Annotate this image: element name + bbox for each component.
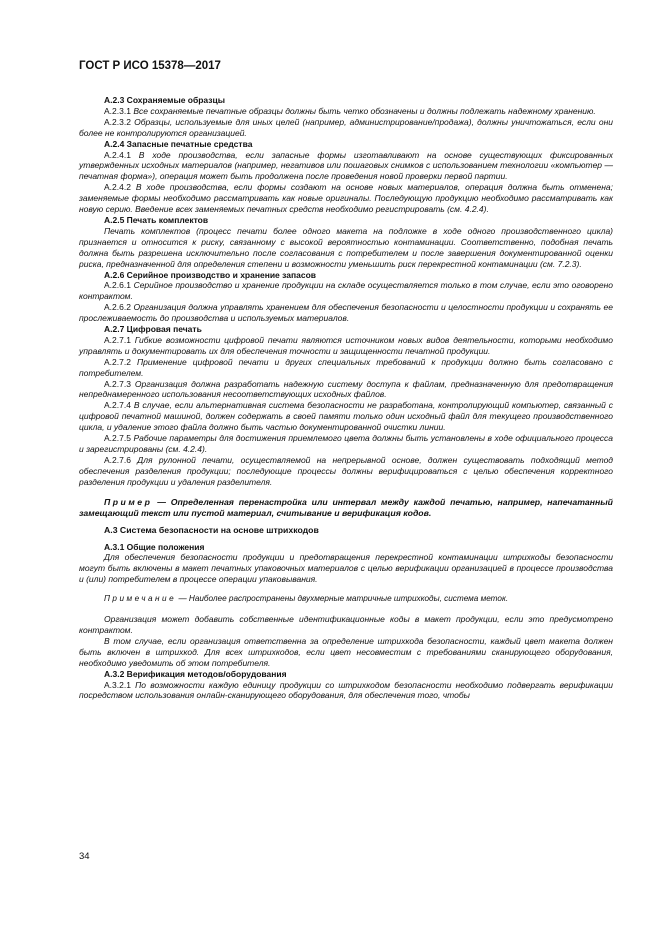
clause-text: Рабочие параметры для достижения приемлемого цвета должны быть установлены в ходе официального процесса и зарегистрированы (см. 4.2.4).	[79, 433, 613, 454]
note-text: — Наиболее распространены двухмерные матричные штрихкоды, система меток.	[178, 594, 509, 604]
clause-text: В ходе производства, если формы создают на основе новых материалов, операция должна быть отменена; заменяемые формы необходимо рассматривать как новые оригиналы. Последующую продукцию необходимо рассматривать как новую серию. Введение всех заменяемых печатных средств необходимо регистрировать (см. 4.2.4).	[79, 182, 613, 215]
example-label: Пример	[104, 496, 153, 507]
paragraph-a25: Печать комплектов (процесс печати более одного макета на подложке в ходе одного производственного цикла) признается и относится к риску, связанному с высокой вероятностью контаминации. Соответственно, подобная печать должна быть разрешена исключительно после согласования с потребителем и после завершения документированной оценки риска, предназначенной для определения степени и возможности уменьшить риск перекрестной контаминации (см. 7.2.3).	[79, 225, 613, 269]
paragraph-a276	[79, 455, 613, 488]
clause-text: Организация должна разработать надежную систему доступа к файлам, предназначенную для предотвращения непреднамеренного использования несоответствующих исходных файлов.	[79, 378, 613, 400]
paragraph-a272	[79, 357, 613, 379]
paragraph-a232	[79, 117, 613, 139]
subsection-heading-a32: А.3.2 Верификация методов/оборудования	[104, 668, 287, 679]
clause-number: А.2.7.1	[104, 334, 131, 345]
paragraph-a241	[79, 150, 613, 183]
section-heading-a24: А.2.4 Запасные печатные средства	[104, 138, 253, 149]
paragraph-a261	[79, 280, 613, 302]
paragraph-a271	[79, 335, 613, 357]
paragraph-a262	[79, 302, 613, 324]
clause-number: А.2.6.1	[104, 280, 131, 291]
clause-text: Образцы, используемые для иных целей (например, администрирование/продажа), должны уничтожаться, если они более не контролируются организацией.	[79, 116, 613, 138]
clause-text: В ходе производства, если запасные формы изготавливают на основе существующих фиксированных утвержденных исходных материалов (например, негативов или пошаговых снимков с использованием технологии «компьютер — печатная форма»), операция может быть продолжена после проведения новой проверки первой партии.	[79, 149, 613, 182]
example-block	[79, 497, 613, 519]
section-heading-a23: А.2.3 Сохраняемые образцы	[104, 95, 225, 105]
paragraph-a231	[79, 106, 613, 117]
clause-text: По возможности каждую единицу продукции со штрихкодом безопасности необходимо подвергать верификации посредством использования онлайн-сканирующего оборудования, для обеспечения того, чтобы	[79, 679, 613, 701]
standard-id: ГОСТ Р ИСО 15378—2017	[79, 60, 221, 72]
paragraph-a273	[79, 379, 613, 401]
clause-number: А.2.4.1	[104, 149, 131, 160]
subsection-heading-a31: А.3.1 Общие положения	[104, 541, 205, 552]
paragraph-a274	[79, 400, 613, 433]
example-text: — Определенная перенастройка или интервал между каждой печатью, например, напечатанный замещающий текст или пустой материал, считывание и верификация кодов.	[79, 496, 613, 518]
section-heading-a3: А.3 Система безопасности на основе штрихкодов	[104, 524, 319, 535]
section-heading-a26: А.2.6 Серийное производство и хранение запасов	[104, 269, 316, 280]
document-body	[79, 95, 613, 701]
clause-text: Применение цифровой печати и других специальных требований к продукции должно быть согласовано с потребителем.	[79, 356, 613, 378]
clause-number: А.3.2.1	[104, 679, 131, 690]
clause-text: Гибкие возможности цифровой печати являются источником новых видов деятельности, которыми необходимо управлять и документировать их для обеспечения точности и защищенности печатной продукции.	[79, 334, 613, 356]
note-block	[79, 594, 613, 605]
clause-number: А.2.4.2	[104, 182, 131, 193]
section-heading-a25: А.2.5 Печать комплектов	[104, 214, 209, 225]
clause-number: А.2.7.6	[104, 454, 131, 465]
clause-number: А.2.7.4	[104, 400, 131, 411]
paragraph-a31-3: В том случае, если организация ответственна за определение штрихкода безопасности, каждый цвет макета должен быть включен в штрихкод. Для всех штрихкодов, если цвет несовместим с требованиями сканирующего оборудования, необходимо уведомить об этом потребителя.	[79, 635, 613, 668]
section-heading-a27: А.2.7 Цифровая печать	[104, 324, 202, 335]
clause-text: В случае, если альтернативная система безопасности не разработана, контролирующий компьютер, связанный с цифровой печатной машиной, должен содержать в своей памяти только один исходный файл для текущего производственного цикла, и удаление этого файла должно быть частью документированной очистки линии.	[79, 400, 613, 433]
note-label: Примечание	[104, 594, 177, 604]
clause-number: А.2.7.2	[104, 356, 131, 367]
paragraph-a275	[79, 433, 613, 455]
clause-number: А.2.3.1	[104, 105, 131, 116]
clause-text: Все сохраняемые печатные образцы должны быть четко обозначены и должны подлежать надежному хранению.	[133, 105, 596, 116]
clause-number: А.2.7.5	[104, 433, 131, 444]
paragraph-a31-2: Организация может добавить собственные идентификационные коды в макет продукции, если это предусмотрено контрактом.	[79, 614, 613, 635]
clause-text: Для рулонной печати, осуществляемой на непрерывной основе, должен существовать подходящий метод обеспечения разделения продукции; последующие процессы должны верифицироваться с целью обеспечения корректного разделения продукции и удаления разделителя.	[79, 454, 613, 487]
paragraph-a321	[79, 680, 613, 702]
page-number: 34	[79, 851, 90, 862]
clause-text: Серийное производство и хранение продукции на складе осуществляется только в том случае, если это оговорено контрактом.	[79, 280, 613, 302]
clause-number: А.2.6.2	[104, 302, 131, 313]
paragraph-a242	[79, 182, 613, 215]
clause-number: А.2.3.2	[104, 116, 131, 127]
clause-number: А.2.7.3	[104, 378, 131, 389]
clause-text: Организация должна управлять хранением для обеспечения безопасности и целостности продукции и сохранять ее прослеживаемость до производства и используемых материалов.	[79, 302, 613, 324]
paragraph-a31-1: Для обеспечения безопасности продукции и предотвращения перекрестной контаминации штрихкоды безопасности могут быть включены в макет печатных упаковочных материалов с целью верификации организацией в процессе производства и (или) потребителем в процессе операции упаковывания.	[79, 552, 613, 585]
